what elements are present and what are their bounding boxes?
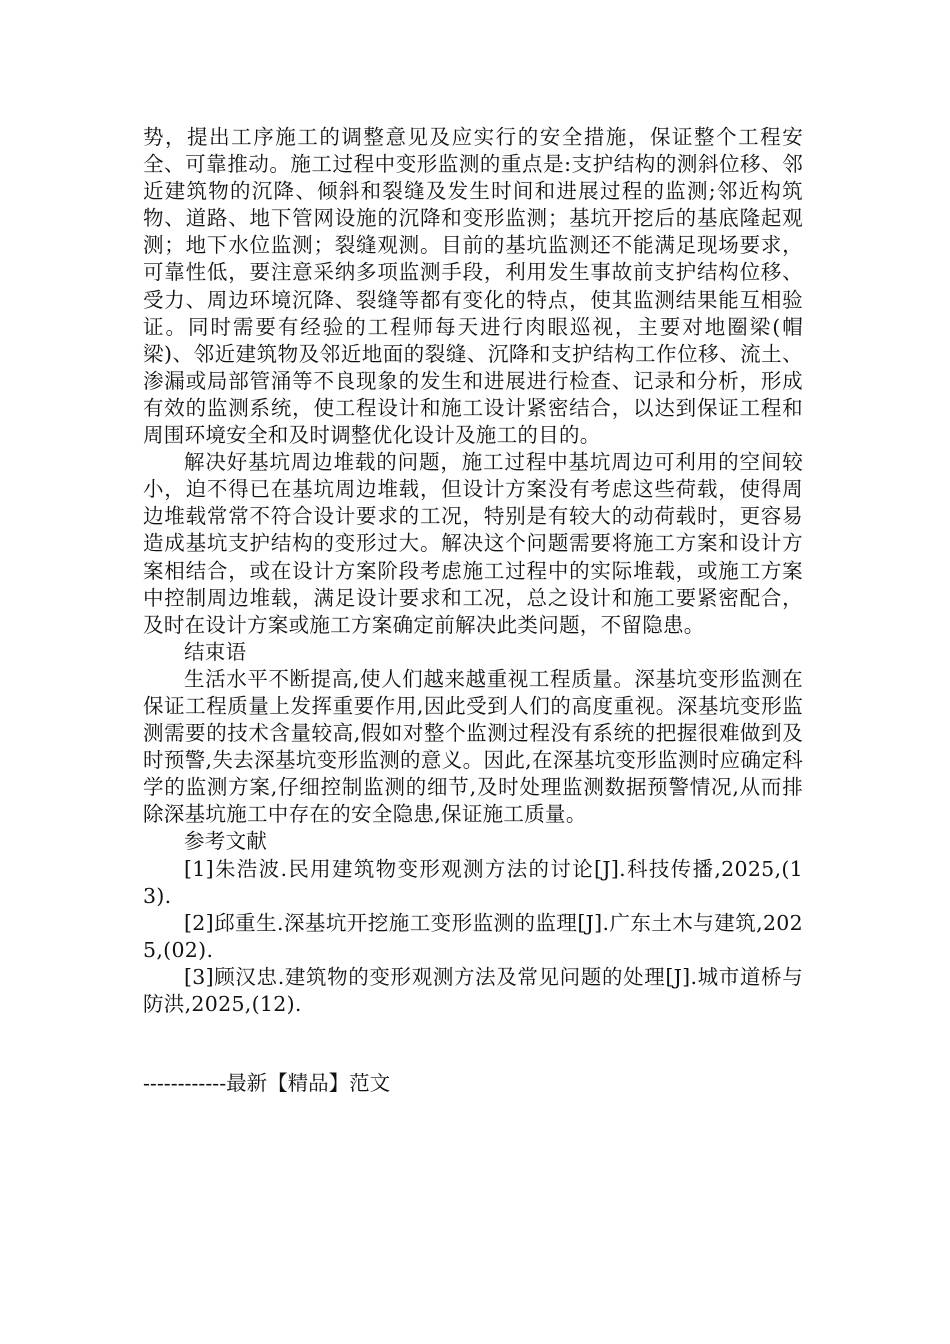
reference-item-2: [2]邱重生.深基坑开挖施工变形监测的监理[J].广东土木与建筑,2025,(02). (143, 910, 803, 962)
reference-item-1: [1]朱浩波.民用建筑物变形观测方法的讨论[J].科技传播,2025,(13). (143, 856, 803, 908)
conclusion-heading: 结束语 (184, 639, 247, 664)
body-paragraph-monitoring: 势，提出工序施工的调整意见及应实行的安全措施，保证整个工程安全、可靠推动。施工过程中变形监测的重点是:支护结构的测斜位移、邻近建筑物的沉降、倾斜和裂缝及发生时间和进展过程的监测;邻近构筑物、道路、地下管网设施的沉降和变形监测；基坑开挖后的基底隆起观测；地下水位监测；裂缝观测。目前的基坑监测还不能满足现场要求，可靠性低，要注意采纳多项监测手段，利用发生事故前支护结构位移、受力、周边环境沉降、裂缝等都有变化的特点，使其监测结果能互相验证。同时需要有经验的工程师每天进行肉眼巡视，主要对地圈梁(帽梁)、邻近建筑物及邻近地面的裂缝、沉降和支护结构工作位移、流土、渗漏或局部管涌等不良现象的发生和进展进行检查、记录和分析，形成有效的监测系统，使工程设计和施工设计紧密结合，以达到保证工程和周围环境安全和及时调整优化设计及施工的目的。 (143, 125, 803, 448)
references-heading: 参考文献 (184, 829, 268, 854)
conclusion-paragraph: 生活水平不断提高,使人们越来越重视工程质量。深基坑变形监测在保证工程质量上发挥重要作用,因此受到人们的高度重视。深基坑变形监测需要的技术含量较高,假如对整个监测过程没有系统的把握很难做到及时预警,失去深基坑变形监测的意义。因此,在深基坑变形监测时应确定科学的监测方案,仔细控制监测的细节,及时处理监测数据预警情况,从而排除深基坑施工中存在的安全隐患,保证施工质量。 (143, 666, 803, 827)
body-paragraph-surcharge: 解决好基坑周边堆载的问题，施工过程中基坑周边可利用的空间较小，迫不得已在基坑周边堆载，但设计方案没有考虑这些荷载，使得周边堆载常常不符合设计要求的工况，特别是有较大的动荷载时，更容易造成基坑支护结构的变形过大。解决这个问题需要将施工方案和设计方案相结合，或在设计方案阶段考虑施工过程中的实际堆载，或施工方案中控制周边堆载，满足设计要求和工况，总之设计和施工要紧密配合，及时在设计方案或施工方案确定前解决此类问题，不留隐患。 (143, 450, 803, 637)
reference-item-3: [3]顾汉忠.建筑物的变形观测方法及常见问题的处理[J].城市道桥与防洪,2025,(12). (143, 964, 803, 1016)
footer-label: ------------最新【精品】范文 (143, 1071, 391, 1095)
document-body (143, 124, 803, 1018)
